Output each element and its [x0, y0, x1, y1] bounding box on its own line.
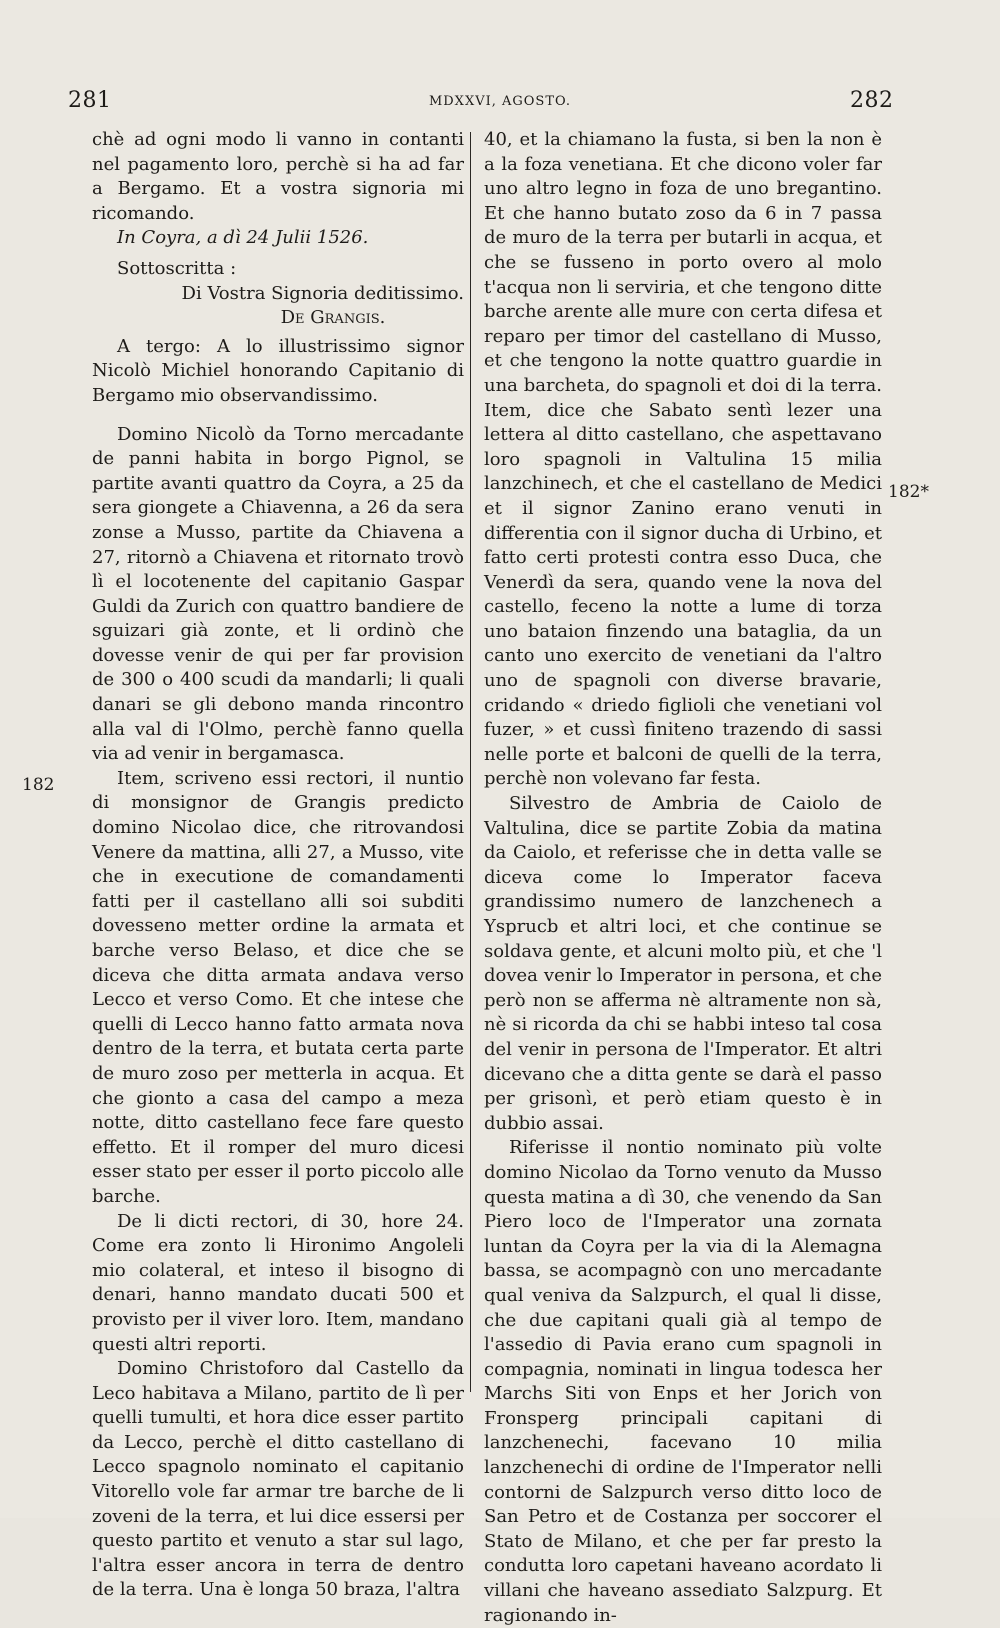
paragraph: De li dicti rectori, di 30, hore 24. Come era zonto li Hironimo Angoleli mio colateral, et inteso il bisogno di denari, hanno mandato ducati 500 et provisto per il viver loro. Item, mandano questi altri reporti. [92, 1210, 464, 1355]
paragraph: Domino Christoforo dal Castello da Leco habitava a Milano, partito de lì per quelli tumulti, et hora dice esser partito da Lecco, perchè el ditto castellano di Lecco spagnolo nominato el capitanio Vitorello vole far armar tre barche de li zoveni de la terra, et lui dice essersi per questo partito et venuto a star sul lago, l'altra esser ancora in terra de dentro de la terra. Una è longa 50 braza, l'altra [92, 1358, 464, 1601]
running-header [0, 88, 1000, 118]
signature-label: Sottoscritta : [117, 257, 237, 279]
address-paragraph: A tergo: A lo illustrissimo signor Nicolò Michiel honorando Capitanio di Bergamo mio observandissimo. [92, 335, 464, 406]
page-number-left: 281 [68, 88, 112, 113]
paragraph: Riferisse il nontio nominato più volte domino Nicolao da Torno venuto da Musso questa matina a dì 30, che venendo da San Piero loco de l'Imperator una zornata luntan da Coyra per la via di la Alemagna bassa, se acompagnò con uno mercadante qual veniva da Salzpurch, el qual li disse, che due capitani quali già al tempo de l'assedio di Pavia erano cum spagnoli in compagnia, nominati in lingua todesca her Marchs Siti von Enps et her Jorich von Fronsperg principali capitani di lanzchenechi, facevano 10 milia lanzchenechi di ordine de l'Imperator nelli contorni de Salzpurch verso ditto loco de San Petro et de Costanza per soccorer el Stato de Milano, et che per far presto la condutta loro capetani haveano acordato li villani che haveano assediato Salzpurg. Et ragionando in- [484, 1137, 882, 1626]
margin-note-right: 182* [888, 482, 929, 502]
column-divider [470, 132, 471, 1392]
paragraph: Silvestro de Ambria de Caiolo de Valtulina, dice se partite Zobia da matina da Caiolo, et referisse che in detta valle se diceva come lo Imperator faceva grandissimo numero de lanzchenech a Ysprucb et altri loci, et che continue se soldava gente, et alcuni molto più, et che 'l dovea venir lo Imperator in persona, et che però non se afferma nè altramente non sà, nè si ricorda da chi se habbi inteso tal cosa del venir in persona de l'Imperator. Et altri dicevano che a ditta gente se darà el passo per grisonì, et però etiam questo è in dubbio assai. [484, 793, 882, 1134]
paragraph: Item, scriveno essi rectori, il nuntio di monsignor de Grangis predicto domino Nicolao dice, che ritrovandosi Venere da mattina, alli 27, a Musso, vite che in executione de comandamenti fatti per il castellano alli soi subditi dovesseno metter ordine la armata et barche verso Belaso, et dice che se diceva che ditta armata andava verso Lecco et verso Como. Et che intese che quelli di Lecco hanno fatto armata nova dentro de la terra, et butata certa parte de muro zoso per metterla in acqua. Et che gionto a casa del campo a meza notte, ditto castellano fece fare questo effetto. Et il romper del muro dicesi esser stato per esser il porto piccolo alle barche. [92, 767, 464, 1207]
signature-name: De Grangis. [280, 307, 386, 329]
right-column [484, 128, 882, 1628]
paragraph: chè ad ogni modo li vanno in contanti nel pagamento loro, perchè si ha ad far a Bergamo. Et a vostra signoria mi ricomando. [92, 129, 464, 224]
paragraph: 40, et la chiamano la fusta, si ben la non è a la foza venetiana. Et che dicono voler far uno altro legno in foza de uno bregantino. Et che hanno butato zoso da 6 in 7 passa de muro de la terra per butarli in acqua, et che se fusseno in porto overo al molo t'acqua non li serviria, et che tengono ditte barche arente alle mure con certa difesa et reparo per timor del castellano di Musso, et che tengono la notte quattro guardie in una barcheta, do spagnoli et doi di la terra. Item, dice che Sabato sentì lezer una lettera al ditto castellano, che aspettavano loro spagnoli in Valtulina 15 milia lanzchinech, et che el castellano de Medici et il signor Zanino erano venuti in differentia con il signor ducha di Urbino, et fatto certi protesti contra esso Duca, che Venerdì da sera, quando vene la nova del castello, feceno la notte a lume di torza uno bataion finzendo una bataglia, da un canto uno exercito de venetiani da l'altro uno de spagnoli con diverse bravarie, cridando « driedo figlioli che venetiani vol fuzer, » et cussì finiteno trazendo di sassi nelle porte et balconi de quelli de la terra, perchè non volevano far festa. [484, 129, 882, 790]
closing-formula: Di Vostra Signoria deditissimo. [181, 282, 464, 304]
left-column [92, 128, 464, 1603]
margin-note-left: 182 [22, 775, 55, 795]
page-number-right: 282 [850, 88, 894, 113]
paragraph: Domino Nicolò da Torno mercadante de panni habita in borgo Pignol, se partite avanti quattro da Coyra, a 25 da sera giongete a Chiavenna, a 26 da sera zonse a Musso, partite da Chiavena a 27, ritornò a Chiavena et ritornato trovò lì el locotenente del capitanio Gaspar Guldi da Zurich con quattro bandiere de sguizari già zonte, et li ordinò che dovesse venir de qui per far provision de 300 o 400 scudi da mandarli; li quali danari se gli debono manda rincontro alla val di l'Olmo, perchè fanno quella via ad venir in bergamasca. [92, 423, 464, 765]
running-title: MDXXVI, AGOSTO. [428, 94, 572, 109]
letter-dateline: In Coyra, a dì 24 Julii 1526. [117, 227, 369, 249]
